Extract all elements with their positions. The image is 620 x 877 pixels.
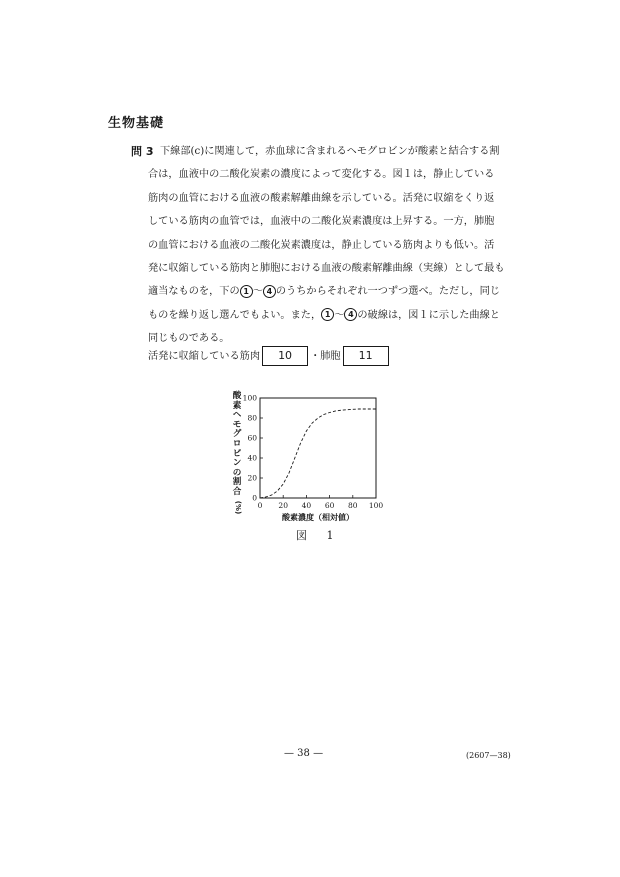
x-tick-label: 80	[348, 501, 358, 510]
line7-text-a: 適当なものを，下の	[148, 286, 240, 298]
tilde-a: 〜	[252, 286, 263, 298]
y-axis-title-char: (%)	[233, 500, 242, 514]
line7-text-b: のうちからそれぞれ一つずつ選べ。ただし，同じ	[275, 286, 500, 298]
y-axis-title-char: グ	[232, 429, 242, 440]
choice-1-circle: 1	[240, 285, 253, 298]
answer-box-10[interactable]: 10	[262, 346, 308, 366]
x-axis-label: 酸素濃度（相対値）	[282, 513, 354, 522]
x-tick-label: 100	[368, 501, 384, 510]
choice-4-circle-b: 4	[344, 308, 357, 321]
y-axis-title-char: 割	[232, 477, 242, 488]
question-line-9: 同じものである。	[148, 333, 230, 345]
y-tick-label: 100	[242, 393, 257, 403]
y-tick-label: 80	[247, 413, 257, 423]
y-axis-title-char: ン	[232, 458, 242, 469]
y-tick-label: 0	[252, 493, 257, 503]
choice-4-circle: 4	[263, 285, 276, 298]
question-text	[148, 140, 518, 351]
question-line-2: 合は，血液中の二酸化炭素の濃度によって変化する。図１は，静止している	[148, 169, 495, 181]
choice-1-circle-b: 1	[321, 308, 334, 321]
y-axis-title-char: モ	[232, 419, 242, 430]
muscle-label: 活発に収縮している筋肉	[148, 351, 261, 362]
y-tick-label: 40	[247, 453, 257, 463]
line8-text-a: ものを繰り返し選んでもよい。また，	[148, 309, 322, 321]
line8-text-b: の破線は，図１に示した曲線と	[357, 309, 500, 321]
y-axis-title-char: 合	[232, 486, 242, 497]
question-line-6: 発に収縮している筋肉と肺胞における血液の酸素解離曲線（実線）として最も	[148, 262, 505, 274]
figure-caption: 図 1	[296, 529, 342, 542]
y-axis-title-char: ヘ	[232, 410, 242, 421]
question-line-7	[148, 280, 518, 303]
y-axis-title-char: ビ	[232, 448, 242, 459]
question-line-4: している筋肉の血管では，血液中の二酸化炭素濃度は上昇する。一方，肺胞	[148, 216, 495, 228]
section-title: 生物基礎	[108, 116, 165, 131]
answer-separator: ・	[310, 351, 321, 362]
y-axis-title-char: 酸	[232, 391, 242, 401]
dissociation-curve-dashed	[260, 409, 376, 498]
y-axis-title-char: 素	[232, 400, 242, 411]
oxygen-dissociation-chart	[228, 388, 388, 528]
y-tick-label: 20	[247, 473, 257, 483]
question-number: 問 3	[131, 145, 154, 158]
page-number: — 38 —	[284, 748, 324, 759]
x-tick-label: 60	[324, 501, 335, 510]
x-tick-label: 40	[301, 501, 312, 510]
lung-label: 肺胞	[320, 351, 341, 362]
page-code: (2607—38)	[466, 751, 511, 760]
question-line-8	[148, 304, 518, 327]
answer-row	[148, 346, 391, 368]
question-line-3: 筋肉の血管における血液の酸素解離曲線を示している。活発に収縮をくり返	[148, 192, 495, 204]
plot-frame	[260, 398, 376, 498]
y-axis-title-char: ロ	[232, 438, 242, 449]
x-tick-label: 0	[257, 501, 263, 510]
question-line-1: 下線部(c)に関連して，赤血球に含まれるヘモグロビンが酸素と結合する割	[160, 146, 500, 157]
y-tick-label: 60	[247, 433, 257, 443]
question-line-5: の血管における血液の二酸化炭素濃度は，静止している筋肉よりも低い。活	[148, 239, 495, 251]
tilde-b: 〜	[334, 309, 345, 321]
x-tick-label: 20	[278, 501, 288, 510]
y-axis-title-char: の	[232, 467, 242, 478]
answer-box-11[interactable]: 11	[343, 346, 389, 366]
